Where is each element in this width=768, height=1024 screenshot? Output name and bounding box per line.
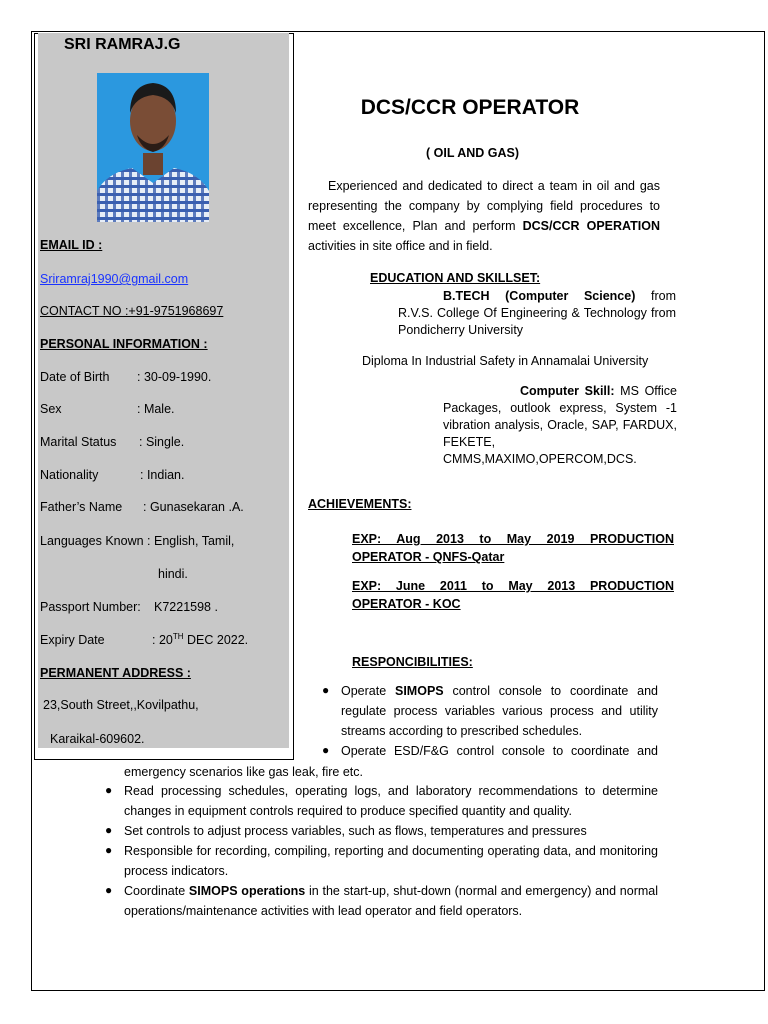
resp6-rest: in the start-up, shut-down (normal and emergency) and normal operations/maintenance activities with lead operator and field operators. [124, 884, 659, 918]
summary-bold: DCS/CCR OPERATION [522, 219, 660, 233]
languages-value: English, Tamil, [154, 534, 235, 548]
nationality-value: : Indian. [140, 468, 185, 482]
expiry-day: : 20 [152, 633, 173, 648]
bullet-icon: ● [105, 883, 113, 897]
btech-college: from R.V.S. College Of Engineering & Technology from Pondicherry University [398, 289, 676, 337]
father-value: : Gunasekaran .A. [143, 500, 244, 514]
sex-value: : Male. [137, 402, 175, 416]
address-heading: PERMANENT ADDRESS : [40, 666, 191, 680]
bullet-icon: ● [105, 823, 113, 837]
computer-skill-label: Computer Skill: [520, 384, 615, 398]
nationality-label: Nationality [40, 468, 99, 482]
responsibilities-heading: RESPONCIBILITIES: [352, 655, 473, 669]
profile-photo [97, 73, 209, 222]
dob-value: : 30-09-1990. [137, 370, 212, 384]
bullet-icon: ● [105, 783, 113, 797]
dob-label: Date of Birth [40, 370, 110, 384]
responsibility-2-line2: emergency scenarios like gas leak, fire etc. [124, 765, 363, 779]
resp6-pre: Coordinate [124, 884, 189, 898]
languages-row [40, 534, 234, 548]
marital-value: : Single. [139, 435, 185, 449]
languages-label: Languages Known : [40, 534, 151, 548]
resp6-bold: SIMOPS operations [188, 884, 306, 898]
sex-row [40, 402, 175, 416]
passport-value: K7221598 . [154, 600, 218, 614]
expiry-label: Expiry Date [40, 633, 105, 648]
dob-row [40, 370, 211, 384]
candidate-name: SRI RAMRAJ.G [64, 36, 181, 53]
father-label: Father’s Name [40, 500, 123, 514]
responsibility-3: Read processing schedules, operating logs, and laboratory recommendations to determine changes in equipment controls required to produce specified quantity and quality. [124, 784, 658, 818]
diploma-text: Diploma In Industrial Safety in Annamalai University [362, 354, 649, 368]
marital-label: Marital Status [40, 435, 117, 449]
resp1-bold: SIMOPS [395, 684, 444, 698]
bullet-icon: ● [322, 683, 330, 697]
personal-info-heading: PERSONAL INFORMATION : [40, 337, 208, 351]
passport-row [40, 600, 218, 614]
nationality-row [40, 468, 184, 482]
experience-2: EXP: June 2011 to May 2013 PRODUCTION OPERATOR - KOC [352, 579, 674, 611]
summary-paragraph [308, 176, 660, 256]
responsibility-6 [124, 881, 658, 921]
education-heading: EDUCATION AND SKILLSET: [370, 271, 541, 285]
expiry-month-year: DEC 2022. [183, 633, 249, 648]
sex-label: Sex [40, 402, 62, 416]
email-label: EMAIL ID : [40, 238, 103, 252]
marital-row [40, 435, 184, 449]
responsibility-1 [341, 681, 658, 741]
bullet-icon: ● [105, 843, 113, 857]
responsibility-2-line1: Operate ESD/F&G control console to coordinate and [341, 744, 658, 758]
address-line-2: Karaikal-609602. [50, 732, 145, 746]
summary-end: activities in site office and in field. [308, 239, 493, 253]
achievements-heading: ACHIEVEMENTS: [308, 497, 412, 511]
computer-skill-list: MS Office Packages, outlook express, System -1 vibration analysis, Oracle, SAP, FARDUX, FEKETE, CMMS,MAXIMO,OPERCOM,DCS. [443, 384, 677, 466]
education-btech [398, 288, 676, 339]
email-link[interactable]: Sriramraj1990@gmail.com [40, 272, 189, 286]
job-title: DCS/CCR OPERATOR [360, 96, 580, 119]
btech-degree: B.TECH (Computer Science) [443, 289, 636, 303]
languages-value-2: hindi. [158, 567, 188, 581]
father-row [40, 500, 244, 514]
address-line-1: 23,South Street,,Kovilpathu, [43, 698, 199, 712]
responsibility-4: Set controls to adjust process variables, such as flows, temperatures and pressures [124, 824, 587, 838]
resp1-rest: control console to coordinate and regulate process variables various process and utility streams according to prescribed schedules. [341, 684, 659, 738]
resp1-pre: Operate [341, 684, 395, 698]
bullet-icon: ● [322, 743, 330, 757]
expiry-value [152, 633, 248, 647]
computer-skill [443, 383, 677, 468]
experience-1: EXP: Aug 2013 to May 2019 PRODUCTION OPERATOR - QNFS-Qatar [352, 532, 674, 564]
job-subtitle: ( OIL AND GAS) [426, 146, 520, 160]
summary-text: Experienced and dedicated to direct a team in oil and gas representing the company by complying field procedures to meet excellence, Plan and perform [308, 179, 660, 233]
responsibility-5: Responsible for recording, compiling, reporting and documenting operating data, and monitoring process indicators. [124, 844, 658, 878]
contact-number: CONTACT NO :+91-9751968697 [40, 304, 224, 318]
expiry-suffix: TH [172, 632, 184, 641]
education-diploma [362, 354, 648, 368]
passport-label: Passport Number: [40, 600, 141, 614]
expiry-row [40, 632, 248, 647]
